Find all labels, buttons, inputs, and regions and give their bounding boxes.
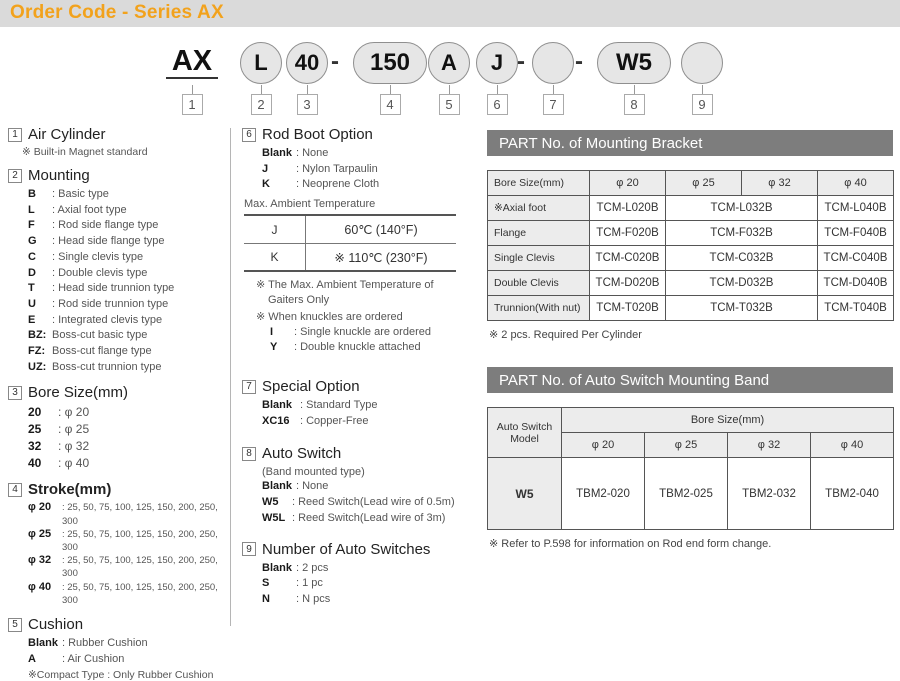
temperature-table [244, 214, 456, 272]
column-header: φ 25 [666, 171, 742, 196]
option-item: XC16 : Copper-Free [262, 414, 369, 427]
option-item: W5 : Reed Switch(Lead wire of 0.5m) [262, 496, 455, 509]
option-item: D : Double clevis type [28, 266, 148, 279]
code-dash: - [575, 48, 583, 75]
option-item: B : Basic type [28, 188, 109, 200]
code-unit-5 [427, 40, 471, 115]
connector-line [261, 85, 262, 94]
code-unit-8 [596, 40, 672, 115]
table-header-row [488, 408, 894, 433]
option-item: U : Rod side trunnion type [28, 297, 169, 310]
section-title: Stroke(mm) [28, 481, 112, 499]
code-number-box: 5 [439, 94, 460, 115]
column-header: φ 32 [728, 433, 811, 458]
section-title: Special Option [262, 378, 360, 396]
section-note: ※ The Max. Ambient Temperature of Gaiters Only [256, 279, 434, 306]
column-header: Bore Size(mm) [488, 171, 590, 196]
section-note: ※ When knuckles are ordered [256, 311, 403, 324]
section-title: Number of Auto Switches [262, 540, 431, 558]
code-symbol: A [428, 42, 470, 84]
mounting-bracket-header [487, 130, 893, 156]
code-symbol-empty [681, 42, 723, 84]
code-number-box: 9 [692, 94, 713, 115]
column-header: φ 40 [811, 433, 894, 458]
option-item: I : Single knuckle are ordered [270, 325, 431, 338]
mounting-bracket-table [487, 170, 894, 321]
column-header: φ 40 [818, 171, 894, 196]
section-number-box: 6 [242, 128, 256, 142]
connector-line [390, 85, 391, 94]
option-item: W5L : Reed Switch(Lead wire of 3m) [262, 511, 446, 524]
option-item: K : Neoprene Cloth [262, 178, 380, 191]
option-item: φ 32 : 25, 50, 75, 100, 125, 150, 200, 250, 300 [28, 554, 218, 580]
section-number-box: 8 [242, 447, 256, 461]
option-item: Blank : None [262, 147, 329, 159]
code-symbol: 40 [286, 42, 328, 84]
legend-column-left [8, 124, 226, 681]
section-title: Auto Switch [262, 445, 342, 463]
code-unit-3 [285, 40, 329, 115]
section-title: Air Cylinder [28, 126, 106, 143]
option-item: 25 : φ 25 [28, 422, 90, 437]
code-dash: - [517, 48, 525, 75]
table-row: W5 TBM2-020 TBM2-025 TBM2-032 TBM2-040 [488, 458, 894, 530]
page-title: Order Code - Series AX [10, 2, 224, 23]
option-item: C : Single clevis type [28, 250, 144, 263]
table-title: PART No. of Auto Switch Mounting Band [499, 371, 770, 389]
option-item: Y : Double knuckle attached [270, 341, 421, 354]
option-item: T : Head side trunnion type [28, 282, 175, 295]
code-symbol: W5 [597, 42, 671, 84]
option-item: φ 40 : 25, 50, 75, 100, 125, 150, 200, 250, 300 [28, 580, 218, 606]
section-special-option [242, 378, 468, 395]
code-symbol: AX [166, 46, 218, 79]
connector-line [192, 85, 193, 94]
option-item: N : N pcs [262, 592, 331, 605]
section-number-box: 1 [8, 128, 22, 142]
connector-line [449, 85, 450, 94]
column-header: φ 20 [590, 171, 666, 196]
code-symbol: L [240, 42, 282, 84]
option-item: BZ: Boss-cut basic type [28, 329, 148, 342]
connector-line [553, 85, 554, 94]
code-unit-7 [531, 40, 575, 115]
option-item: L : Axial foot type [28, 203, 127, 216]
option-item: 32 : φ 32 [28, 439, 90, 454]
option-item: F : Rod side flange type [28, 219, 159, 232]
section-number-box: 9 [242, 542, 256, 556]
switch-band-table [487, 407, 894, 530]
order-code-diagram [0, 40, 900, 120]
header-bar [0, 0, 900, 27]
option-item: J : Nylon Tarpaulin [262, 162, 378, 175]
code-number-box: 6 [487, 94, 508, 115]
section-note: ※Compact Type : Only Rubber Cushion [28, 669, 214, 681]
option-item: Blank : Rubber Cushion [28, 637, 148, 650]
code-unit-6 [475, 40, 519, 115]
section-air-cylinder [8, 126, 226, 143]
group-header: Bore Size(mm) [562, 408, 894, 433]
code-unit-1 [152, 40, 232, 115]
option-item: S : 1 pc [262, 577, 323, 590]
code-unit-4 [350, 40, 430, 115]
code-unit-9 [680, 40, 724, 115]
code-number-box: 7 [543, 94, 564, 115]
section-subtitle: (Band mounted type) [262, 466, 365, 479]
section-rod-boot [242, 126, 468, 143]
section-mounting [8, 167, 226, 184]
section-title: Mounting [28, 167, 90, 184]
option-item: 20 : φ 20 [28, 405, 90, 420]
option-item: φ 25 : 25, 50, 75, 100, 125, 150, 200, 250, 300 [28, 527, 218, 554]
option-item: Blank : 2 pcs [262, 561, 329, 574]
table-title: PART No. of Mounting Bracket [499, 134, 703, 152]
part-number-column [487, 130, 893, 550]
code-number-box: 8 [624, 94, 645, 115]
code-symbol: 150 [353, 42, 427, 84]
option-item: φ 20 : 25, 50, 75, 100, 125, 150, 200, 250, 300 [28, 501, 218, 527]
table-row: Double Clevis TCM-D020B TCM-D032B TCM-D040B [488, 271, 894, 296]
section-number-box: 7 [242, 380, 256, 394]
table-note: ※ 2 pcs. Required Per Cylinder [489, 329, 642, 341]
section-number-box: 4 [8, 483, 22, 497]
column-header: φ 20 [562, 433, 645, 458]
table-row: Single Clevis TCM-C020B TCM-C032B TCM-C040B [488, 246, 894, 271]
option-item: FZ: Boss-cut flange type [28, 345, 152, 358]
option-item: E : Integrated clevis type [28, 313, 163, 326]
section-number-box: 2 [8, 169, 22, 183]
section-title: Cushion [28, 616, 84, 634]
code-number-box: 2 [251, 94, 272, 115]
section-number-box: 3 [8, 386, 22, 400]
table-header-row [488, 171, 894, 196]
section-number-box: 5 [8, 618, 22, 632]
legend-column-middle [242, 124, 468, 608]
table-row: J 60℃ (140°F) [244, 216, 456, 243]
option-item: UZ: Boss-cut trunnion type [28, 360, 162, 373]
code-number-box: 4 [380, 94, 401, 115]
code-symbol-empty [532, 42, 574, 84]
table-row: ※Axial foot TCM-L020B TCM-L032B TCM-L040B [488, 196, 894, 221]
option-item: G : Head side flange type [28, 235, 165, 248]
section-note: ※ Built-in Magnet standard [22, 146, 148, 158]
table-row: Flange TCM-F020B TCM-F032B TCM-F040B [488, 221, 894, 246]
code-number-box: 1 [182, 94, 203, 115]
corner-header: Auto Switch Model [488, 408, 562, 458]
section-title: Bore Size(mm) [28, 384, 129, 402]
connector-line [307, 85, 308, 94]
temp-table-label: Max. Ambient Temperature [244, 198, 376, 211]
section-stroke [8, 481, 226, 498]
section-number-of-switches [242, 541, 468, 558]
switch-band-header [487, 367, 893, 393]
connector-line [634, 85, 635, 94]
column-header: φ 32 [742, 171, 818, 196]
column-header: φ 25 [645, 433, 728, 458]
code-unit-2 [239, 40, 283, 115]
code-symbol: J [476, 42, 518, 84]
section-title: Rod Boot Option [262, 126, 373, 143]
table-row: Trunnion(With nut) TCM-T020B TCM-T032B TCM-T040B [488, 296, 894, 321]
table-note: ※ Refer to P.598 for information on Rod end form change. [489, 538, 772, 550]
table-row: K ※ 110℃ (230°F) [244, 243, 456, 270]
option-item: Blank : None [262, 480, 329, 493]
connector-line [702, 85, 703, 94]
option-item: Blank : Standard Type [262, 399, 378, 412]
connector-line [497, 85, 498, 94]
code-dash: - [331, 48, 339, 75]
section-cushion [8, 616, 226, 633]
option-item: 40 : φ 40 [28, 456, 90, 471]
code-number-box: 3 [297, 94, 318, 115]
section-auto-switch [242, 445, 468, 462]
column-divider [230, 128, 231, 626]
section-bore-size [8, 384, 226, 401]
option-item: A : Air Cushion [28, 652, 125, 665]
